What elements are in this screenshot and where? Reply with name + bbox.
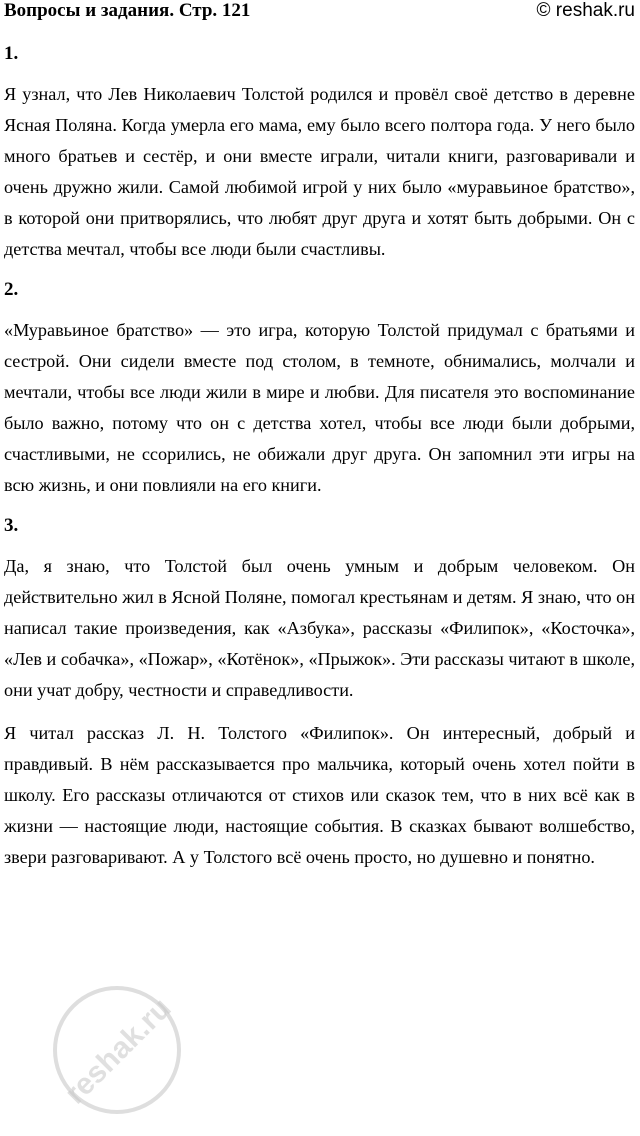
- page-header: [4, 0, 635, 34]
- section-1: [4, 43, 635, 265]
- section-2: [4, 279, 635, 501]
- section-number: 2.: [4, 279, 19, 300]
- copyright-label: © reshak.ru: [536, 0, 635, 21]
- page-title: Вопросы и задания. Стр. 121: [4, 0, 251, 21]
- section-paragraph: «Муравьиное братство» — это игра, которую Толстой придумал с братьями и сестрой. Они сидели вместе под столом, в темноте, обнимались, молчали и мечтали, чтобы все люди жили в мире и любви. Для писателя это воспоминание было важно, потому что он с детства хотел, чтобы все люди были добрыми, счастливыми, не ссорились, не обижали друг друга. Он запомнил эти игры на всю жизнь, и они повлияли на его книги.: [4, 320, 635, 495]
- section-paragraph: Я узнал, что Лев Николаевич Толстой родился и провёл своё детство в деревне Ясная Поляна. Когда умерла его мама, ему было всего полтора года. У него было много братьев и сестёр, и они вместе играли, читали книги, разговаривали и очень дружно жили. Самой любимой игрой у них было «муравьиное братство», в которой они притворялись, что любят друг друга и хотят быть добрыми. Он с детства мечтал, чтобы все люди были счастливы.: [4, 84, 635, 259]
- section-number: 3.: [4, 515, 19, 536]
- section-paragraph: Да, я знаю, что Толстой был очень умным и добрым человеком. Он действительно жил в Ясной Поляне, помогал крестьянам и детям. Я знаю, что он написал такие произведения, как «Азбука», рассказы «Филипок», «Косточка», «Лев и собачка», «Пожар», «Котёнок», «Прыжок». Эти рассказы читают в школе, они учат добру, честности и справедливости.: [4, 556, 635, 700]
- section-number: 1.: [4, 43, 19, 64]
- section-3: [4, 515, 635, 873]
- svg-text:reshak.ru: reshak.ru: [58, 991, 178, 1111]
- section-paragraph: Я читал рассказ Л. Н. Толстого «Филипок». Он интересный, добрый и правдивый. В нём рассказывается про мальчика, который очень хотел пойти в школу. Его рассказы отличаются от стихов или сказок тем, что в них всё как в жизни — настоящие люди, настоящие события. В сказках бывают волшебство, звери разговаривают. А у Толстого всё очень просто, но душевно и понятно.: [4, 723, 635, 867]
